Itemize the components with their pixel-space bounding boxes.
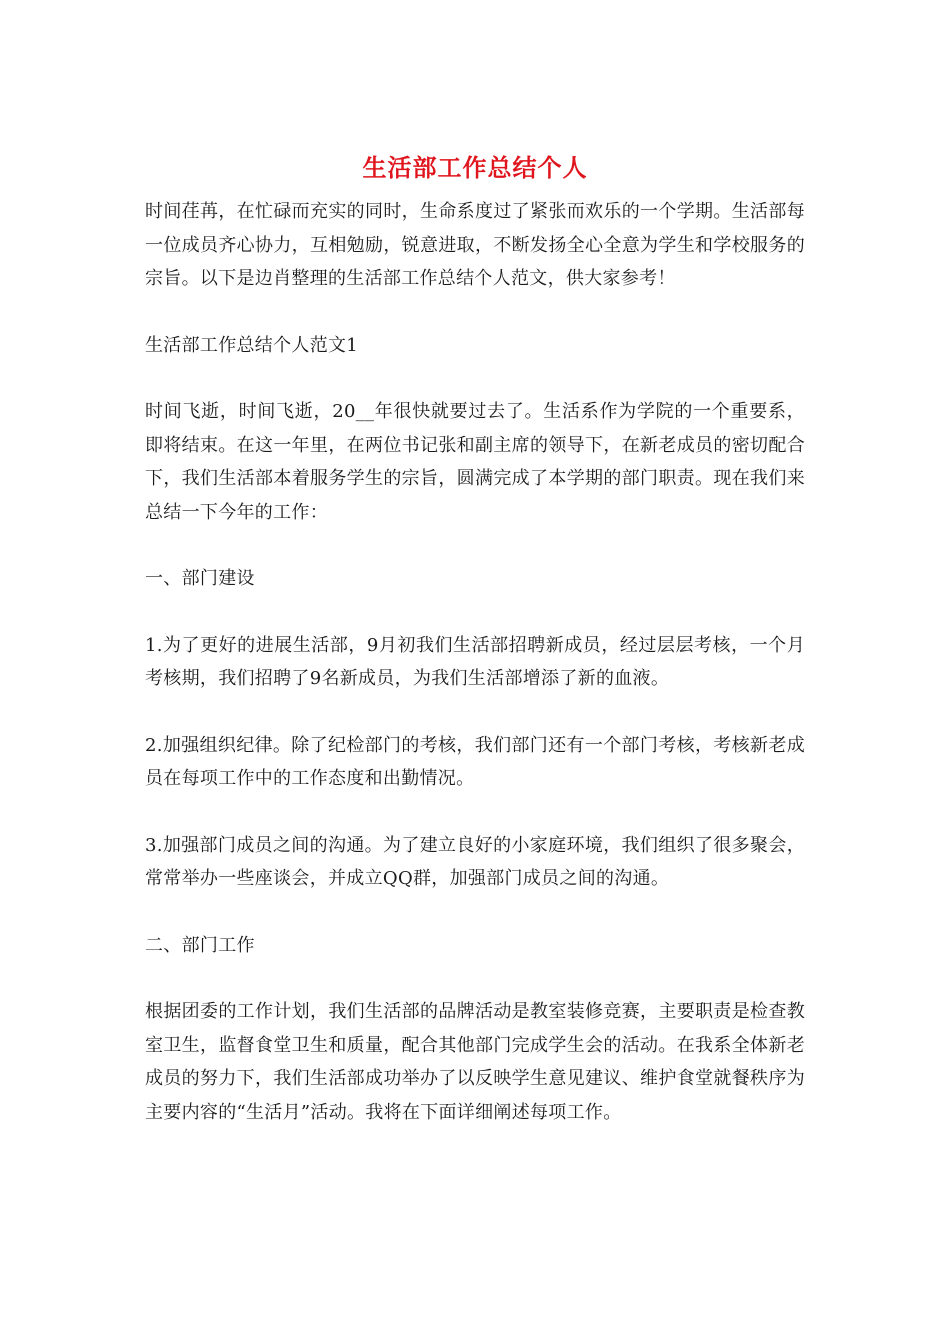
body-paragraph: 时间飞逝，时间飞逝，20__年很快就要过去了。生活系作为学院的一个重要系，即将结束。在这一年里，在两位书记张和副主席的领导下，在新老成员的密切配合下，我们生活部本着服务学生的宗旨，圆满完成了本学期的部门职责。现在我们来总结一下今年的工作： <box>145 401 805 523</box>
section-heading: 二、部门工作 <box>145 934 255 956</box>
section-heading: 一、部门建设 <box>145 568 255 589</box>
body-paragraph: 根据团委的工作计划，我们生活部的品牌活动是教室装修竞赛，主要职责是检查教室卫生，监督食堂卫生和质量，配合其他部门完成学生会的活动。在我系全体新老成员的努力下，我们生活部成功举办了以反映学生意见建议、维护食堂就餐秩序为主要内容的“生活月”活动。我将在下面详细阐述每项工作。 <box>145 1001 805 1123</box>
intro-paragraph: 时间荏苒，在忙碌而充实的同时，生命系度过了紧张而欢乐的一个学期。生活部每一位成员齐心协力，互相勉励，锐意进取，不断发扬全心全意为学生和学校服务的宗旨。以下是边肖整理的生活部工作总结个人范文，供大家参考！ <box>145 201 805 289</box>
document-title: 生活部工作总结个人 <box>362 153 588 182</box>
section-heading: 生活部工作总结个人范文1 <box>145 334 359 356</box>
document-body <box>145 195 805 1129</box>
list-item: 3.加强部门成员之间的沟通。为了建立良好的小家庭环境，我们组织了很多聚会，常常举办一些座谈会，并成立QQ群，加强部门成员之间的沟通。 <box>145 834 805 889</box>
list-item: 1.为了更好的进展生活部，9月初我们生活部招聘新成员，经过层层考核，一个月考核期，我们招聘了9名新成员，为我们生活部增添了新的血液。 <box>145 634 805 689</box>
list-item: 2.加强组织纪律。除了纪检部门的考核，我们部门还有一个部门考核，考核新老成员在每项工作中的工作态度和出勤情况。 <box>145 734 805 789</box>
